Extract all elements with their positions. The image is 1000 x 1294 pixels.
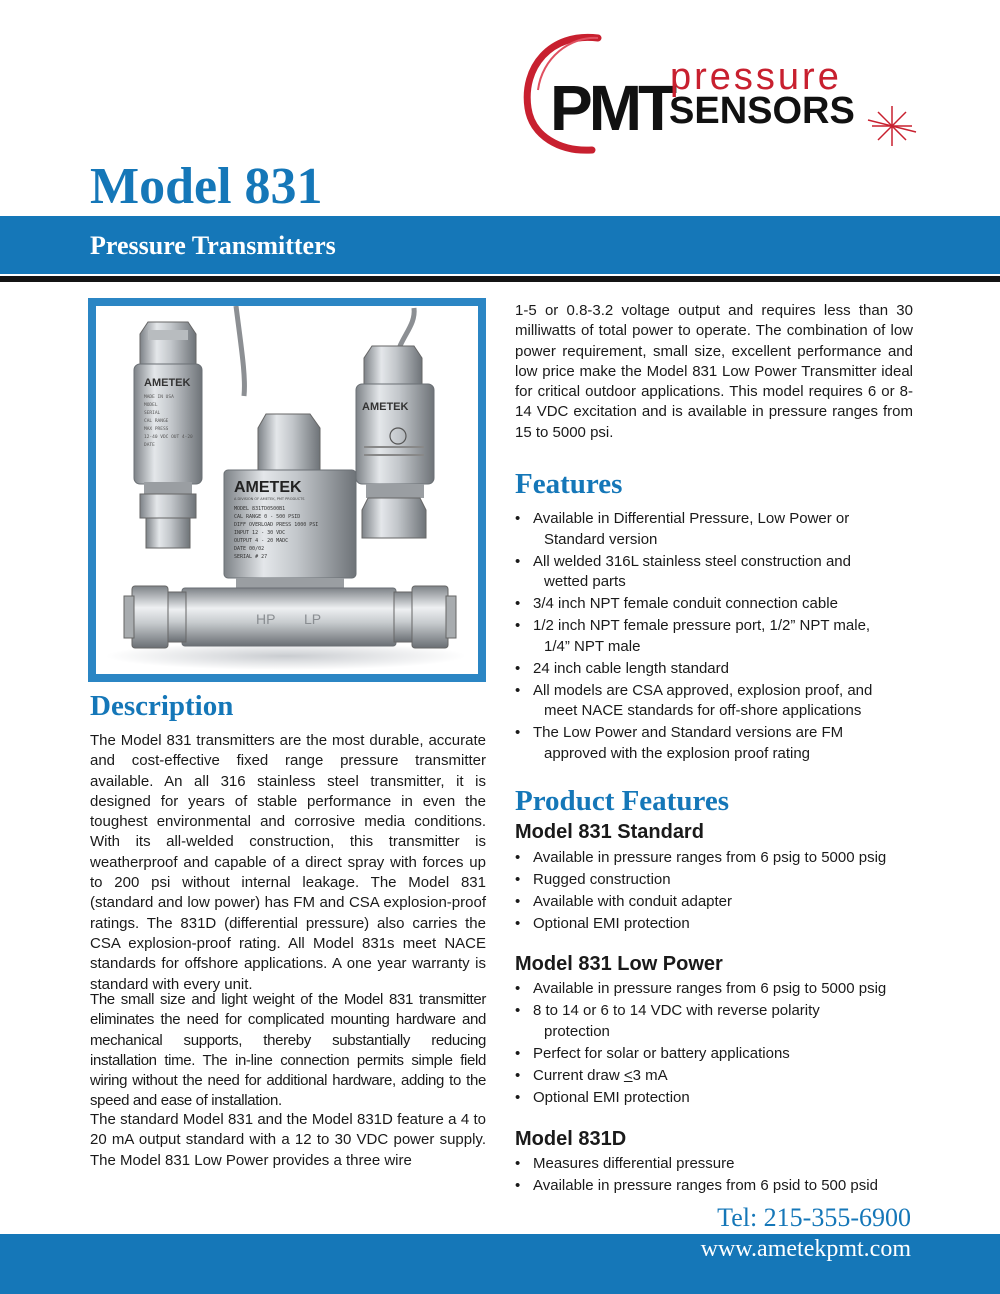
description-heading: Description [90,690,234,722]
product-photo-frame [88,298,486,682]
svg-text:A DIVISION OF AMETEK, PMT PROD: A DIVISION OF AMETEK, PMT PRODUCTS [234,497,305,501]
website-link[interactable]: www.ametekpmt.com [700,1236,911,1262]
page-title: Model 831 [90,158,323,215]
list-item: • Optional EMI protection [515,1088,935,1109]
list-item: • Rugged construction [515,870,935,891]
lp-port-label: LP [304,611,322,627]
svg-text:INPUT 12 - 30 VDC: INPUT 12 - 30 VDC [234,530,286,536]
list-item: • Current draw <3 mA [515,1066,935,1087]
right-transmitter [356,308,434,538]
description-paragraph-1: The Model 831 transmitters are the most durable, accurate and cost-effective fixed range pressure transmitter available. An all 316 stainless steel transmitter, it is designed for years of stable performance in even the toughest environmental and corrosive media conditions. With its all-welded construction, this transmitter is weatherproof and capable of a direct spray with forces up to 200 psi without internal leakage. The Model 831 (standard and low power) has FM and CSA explosion-proof ratings. The 831D (differential pressure) also carries the CSA explosion-proof rating. All Model 831s meet NACE standards for offshore applications. A one year warranty is standard with every unit. [90,732,486,993]
list-item: • 1/2 inch NPT female pressure port, 1/2” NPT male, 1/4” NPT male [515,616,935,657]
list-item: • The Low Power and Standard versions are FM approved with the explosion proof rating [515,723,935,764]
svg-text:DATE 00/02: DATE 00/02 [234,546,265,552]
svg-text:MODEL 831TD0500B1: MODEL 831TD0500B1 [234,506,286,512]
logo-pmt: PMT [550,72,674,144]
logo-pressure: pressure [670,56,842,98]
description-continued: 1-5 or 0.8-3.2 voltage output and requires less than 30 milliwatts of total power to operate. The combination of low power requirement, small size, excellent performance and low price make the Model 831 Low Power Transmitter ideal for critical outdoor applications. This model requires 6 or 8-14 VDC excitation and is available in pressure ranges from 15 to 5000 psi. [515,302,913,441]
svg-text:SERIAL # 27: SERIAL # 27 [234,554,268,560]
description-paragraph-3: The standard Model 831 and the Model 831D feature a 4 to 20 mA output standard with a 12 to 30 VDC power supply. The Model 831 Low Power provides a three wire [90,1111,486,1169]
product-photo [96,306,478,674]
svg-text:CAL RANGE: CAL RANGE [144,419,169,424]
list-item: • Measures differential pressure [515,1154,935,1175]
header-divider [0,276,1000,282]
list-item: • Available in pressure ranges from 6 psig to 5000 psig [515,848,935,869]
svg-text:MADE IN USA: MADE IN USA [144,395,174,400]
list-item: • Available in pressure ranges from 6 psig to 5000 psig [515,979,935,1000]
list-item: • Available in pressure ranges from 6 psid to 500 psid [515,1176,935,1197]
svg-text:DATE: DATE [144,443,155,448]
list-item: • 3/4 inch NPT female conduit connection cable [515,594,935,615]
right-unit-brand: AMETEK [362,401,409,413]
low-power-features-list [515,979,935,1110]
left-unit-brand: AMETEK [144,377,191,389]
list-item: • Optional EMI protection [515,914,935,935]
list-item: • All welded 316L stainless steel construction and wetted parts [515,552,935,593]
list-item: • Perfect for solar or battery applications [515,1044,935,1065]
low-power-heading: Model 831 Low Power [515,953,723,975]
product-features-heading: Product Features [515,785,729,817]
svg-text:DIFF OVERLOAD PRESS 1000 PSI: DIFF OVERLOAD PRESS 1000 PSI [234,522,319,528]
contact-phone: Tel: 215-355-6900 [717,1203,911,1232]
product-photo-illustration [96,306,478,674]
standard-features-list [515,848,935,936]
logo-sensors: SENSORS [669,90,855,132]
list-item: • 8 to 14 or 6 to 14 VDC with reverse polarity protection [515,1001,935,1042]
left-transmitter [134,322,202,548]
831d-features-list [515,1154,935,1198]
hp-port-label: HP [256,611,276,627]
page-subtitle: Pressure Transmitters [90,231,336,260]
svg-text:MODEL: MODEL [144,403,158,408]
features-heading: Features [515,468,623,500]
standard-heading: Model 831 Standard [515,821,704,843]
svg-text:CAL RANGE 0 - 500 PSID: CAL RANGE 0 - 500 PSID [234,514,301,520]
list-item: • All models are CSA approved, explosion proof, and meet NACE standards for off-shore applications [515,681,935,722]
pmt-logo [520,28,920,158]
list-item: • Available in Differential Pressure, Low Power or Standard version [515,509,935,550]
features-list [515,509,935,766]
svg-text:12-40 VDC OUT 4-20: 12-40 VDC OUT 4-20 [144,435,193,440]
svg-text:SERIAL: SERIAL [144,411,161,416]
description-paragraph-2: The small size and light weight of the Model 831 transmitter eliminates the need for complicated mounting hardware and mechanical supports, thereby substantially reducing installation time. The in-line connection permits simple field wiring without the need for additional hardware, adding to the speed and ease of installation. [90,991,486,1110]
svg-text:MAX PRESS: MAX PRESS [144,427,169,432]
831d-heading: Model 831D [515,1128,627,1150]
svg-text:OUTPUT 4 - 20 MADC: OUTPUT 4 - 20 MADC [234,538,289,544]
list-item: • Available with conduit adapter [515,892,935,913]
list-item: • 24 inch cable length standard [515,659,935,680]
center-unit-brand: AMETEK [234,479,302,496]
